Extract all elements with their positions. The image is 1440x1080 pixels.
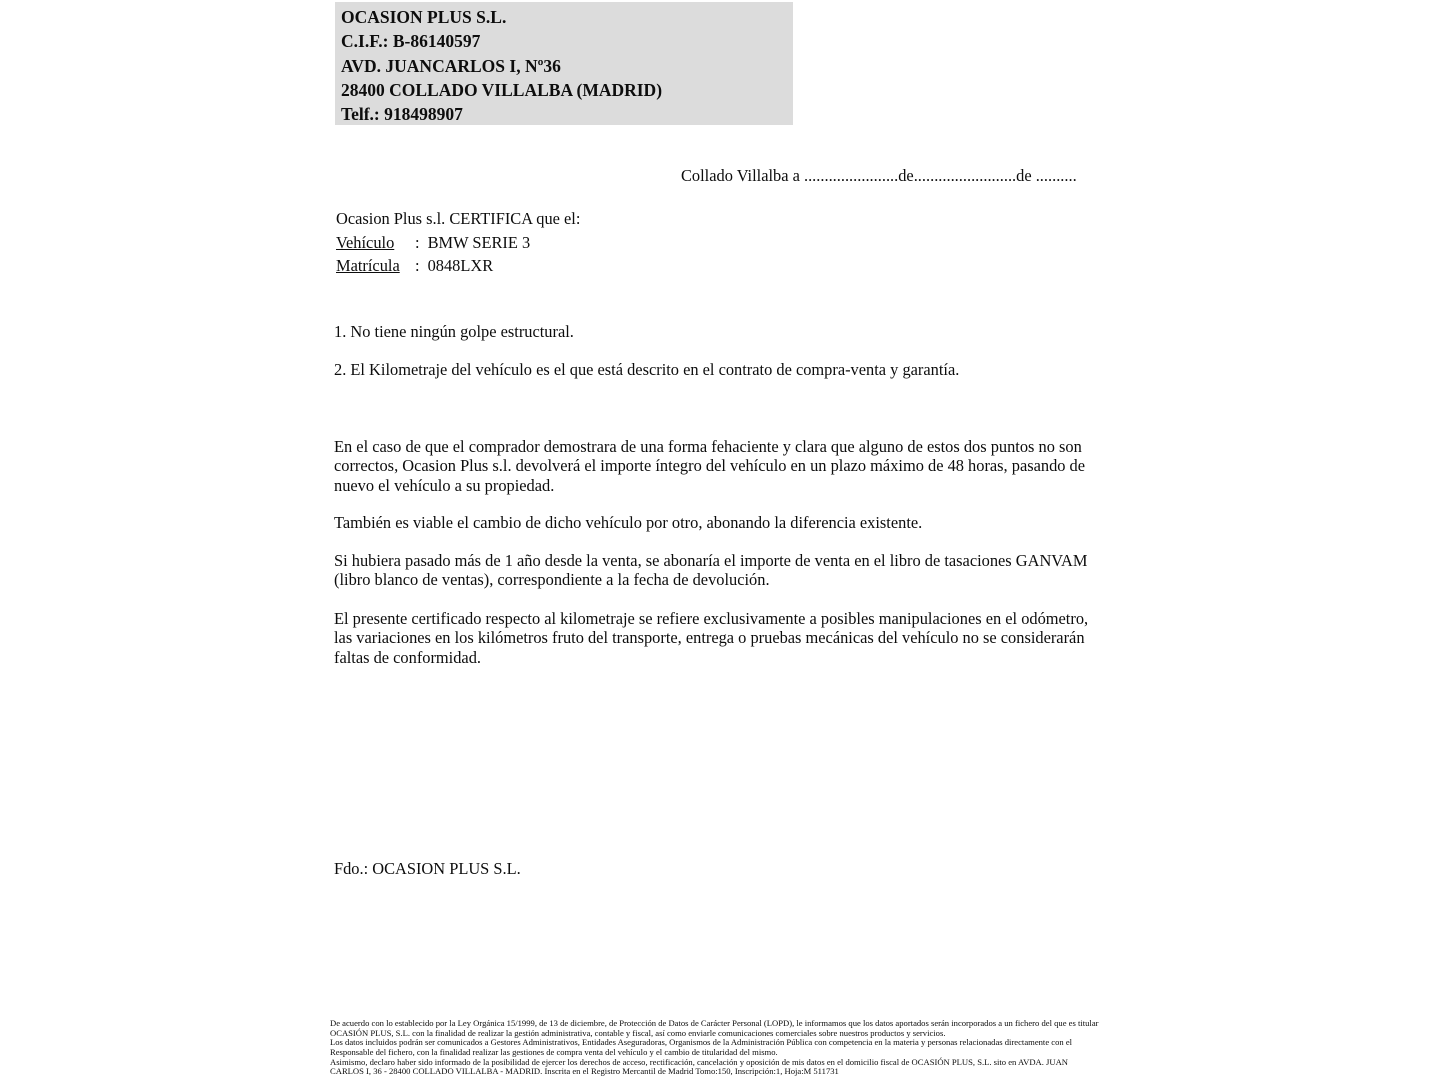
certification-block	[336, 207, 580, 278]
company-city: 28400 COLLADO VILLALBA (MADRID)	[341, 79, 663, 100]
paragraph-refund-policy: En el caso de que el comprador demostrara de una forma fehaciente y clara que alguno de estos dos puntos no son correctos, Ocasion Plus s.l. devolverá el importe íntegro del vehículo en un plazo máximo de 48 horas, pasando de nuevo el vehículo a su propiedad.	[334, 437, 1086, 495]
company-address: AVD. JUANCARLOS I, Nº36	[341, 55, 561, 76]
legal-fine-print	[330, 1019, 1099, 1077]
vehicle-field-value: BMW SERIE 3	[427, 232, 531, 252]
numbered-item-2: 2. El Kilometraje del vehículo es el que está descrito en el contrato de compra-venta y garantía.	[334, 360, 960, 379]
numbered-item-1: 1. No tiene ningún golpe estructural.	[334, 322, 574, 341]
company-name: OCASION PLUS S.L.	[341, 7, 507, 27]
vehicle-field-label: Vehículo	[336, 232, 395, 252]
paragraph-ganvam-valuation: Si hubiera pasado más de 1 año desde la venta, se abonaría el importe de venta en el libro de tasaciones GANVAM (libro blanco de ventas), correspondiente a la fecha de devolución.	[334, 551, 1088, 590]
fine-print-line: De acuerdo con lo establecido por la Ley Orgánica 15/1999, de 13 de diciembre, de Protección de Datos de Carácter Personal (LOPD), le informamos que los datos aportados serán incorporados a un fichero del que es titular	[330, 1018, 1099, 1028]
fine-print-line: Los datos incluidos podrán ser comunicados a Gestores Administrativos, Entidades Aseguradoras, Organismos de la Administración Pública con competencia en la materia y personas relacionadas directamente con el	[330, 1037, 1073, 1048]
fine-print-line: Asimismo, declaro haber sido informado de la posibilidad de ejercer los derechos de acceso, rectificación, cancelación y oposición de mis datos en el domicilio fiscal de OCASIÓN PLUS, S.L. sito en AVDA. JUAN	[330, 1056, 1069, 1067]
fine-print-line: OCASIÓN PLUS, S.L. con la finalidad de realizar la gestión administrativa, contable y fiscal, así como enviarle comunicaciones comerciales sobre nuestros productos y servicios.	[330, 1027, 946, 1038]
fine-print-line: Responsable del fichero, con la finalidad realizar las gestiones de compra venta del vehículo y el cambio de titularidad del mismo.	[330, 1046, 778, 1057]
matricula-field-value: 0848LXR	[427, 256, 494, 275]
date-line: Collado Villalba a .......................de.........................de ..........	[681, 166, 1077, 185]
matricula-field	[336, 254, 580, 278]
matricula-field-separator: :	[415, 256, 420, 275]
paragraph-exchange-option: También es viable el cambio de dicho vehículo por otro, abonando la diferencia existente.	[334, 513, 923, 532]
paragraph-odometer-disclaimer: El presente certificado respecto al kilometraje se refiere exclusivamente a posibles manipulaciones en el odómetro, las variaciones en los kilómetros fruto del transporte, entrega o pruebas mecánicas del vehículo no se considerarán faltas de conformidad.	[334, 609, 1089, 667]
vehicle-field-separator: :	[415, 232, 420, 252]
signature-line: Fdo.: OCASION PLUS S.L.	[334, 859, 521, 878]
matricula-field-label: Matrícula	[336, 256, 400, 275]
company-info-block	[335, 2, 793, 125]
certification-intro: Ocasion Plus s.l. CERTIFICA que el:	[336, 209, 581, 228]
fine-print-line: CARLOS I, 36 - 28400 COLLADO VILLALBA - MADRID. Inscrita en el Registro Mercantil de Madrid Tomo:150, Inscripción:1, Hoja:M 511731	[330, 1066, 839, 1077]
vehicle-field	[336, 231, 580, 255]
company-phone: Telf.: 918498907	[341, 104, 463, 125]
company-cif: C.I.F.: B-86140597	[341, 31, 481, 52]
